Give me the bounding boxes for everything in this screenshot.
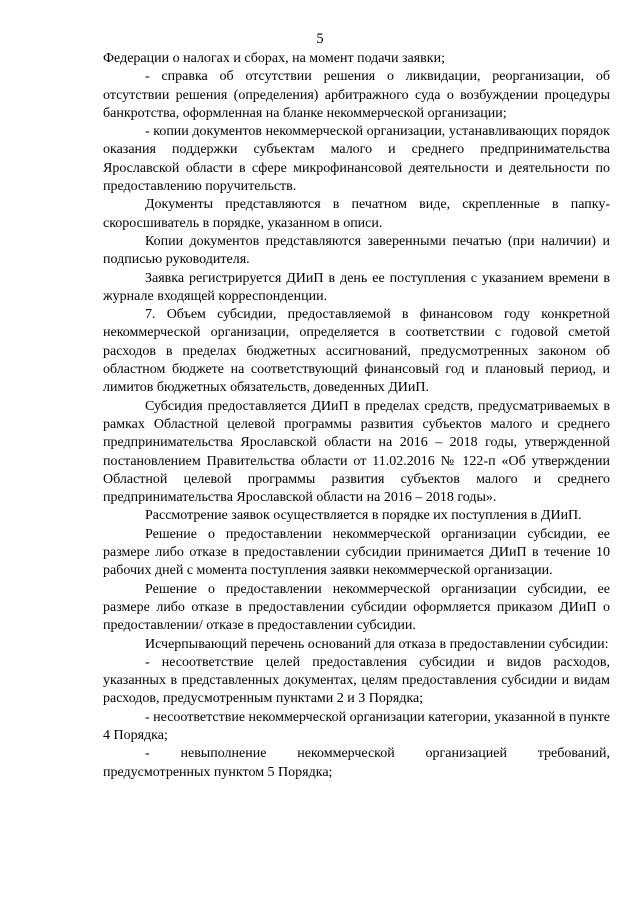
- paragraph: Копии документов представляются заверенными печатью (при наличии) и подписью руководителя.: [103, 233, 610, 268]
- paragraph: - несоответствие некоммерческой организации категории, указанной в пункте 4 Порядка;: [103, 709, 610, 743]
- paragraph: Решение о предоставлении некоммерческой организации субсидии, ее размере либо отказе в предоставлении субсидии принимается ДИиП в течение 10 рабочих дней с момента поступления заявки некоммерческой организации.: [103, 526, 610, 579]
- paragraph: Документы представляются в печатном виде, скрепленные в папку-скоросшиватель в порядке, указанном в описи.: [103, 197, 610, 231]
- paragraph: - копии документов некоммерческой организации, устанавливающих порядок оказания поддержки субъектам малого и среднего предпринимательства Ярославской области в сфере микрофинансовой деятельности и деятельности по предоставлению поручительств.: [103, 124, 610, 195]
- paragraph: - справка об отсутствии решения о ликвидации, реорганизации, об отсутствии решения (определения) арбитражного суда о возбуждении процедуры банкротства, оформленная на бланке некоммерческой организации;: [103, 69, 610, 121]
- paragraph: Исчерпывающий перечень оснований для отказа в предоставлении субсидии:: [145, 636, 609, 652]
- paragraph: Решение о предоставлении некоммерческой организации субсидии, ее размере либо отказе в предоставлении субсидии оформляется приказом ДИиП о предоставлении/ отказе в предоставлении субсидии.: [103, 581, 610, 634]
- paragraph: Субсидия предоставляется ДИиП в пределах средств, предусматриваемых в рамках Областной целевой программы развития субъектов малого и среднего предпринимательства Ярославской области на 2016 – 2018 годы, утвержденной постановлением Правительства области от 11.02.2016 № 122-п «Об утверждении Областной целевой программы развития субъектов малого и среднего предпринимательства Ярославской области на 2016 – 2018 годы».: [103, 398, 610, 506]
- paragraph: Заявка регистрируется ДИиП в день ее поступления с указанием времени в журнале входящей корреспонденции.: [103, 270, 610, 304]
- paragraph: - невыполнение некоммерческой организацией требований, предусмотренных пунктом 5 Порядка;: [103, 746, 610, 780]
- paragraph: 7. Объем субсидии, предоставляемой в финансовом году конкретной некоммерческой организации, определяется в соответствии с годовой сметой расходов в пределах бюджетных ассигнований, предусмотренных законом об областном бюджете на соответствующий финансовый год и плановый период, и лимитов бюджетных обязательств, доведенных ДИиП.: [103, 307, 610, 396]
- paragraph: - несоответствие целей предоставления субсидии и видов расходов, указанных в представленных документах, целям предоставления субсидии и видам расходов, предусмотренным пунктами 2 и 3 Порядка;: [103, 654, 610, 707]
- paragraph: Рассмотрение заявок осуществляется в порядке их поступления в ДИиП.: [145, 508, 582, 524]
- document-body: [103, 50, 610, 782]
- paragraph: Федерации о налогах и сборах, на момент подачи заявки;: [103, 51, 445, 66]
- page-number: 5: [316, 31, 324, 47]
